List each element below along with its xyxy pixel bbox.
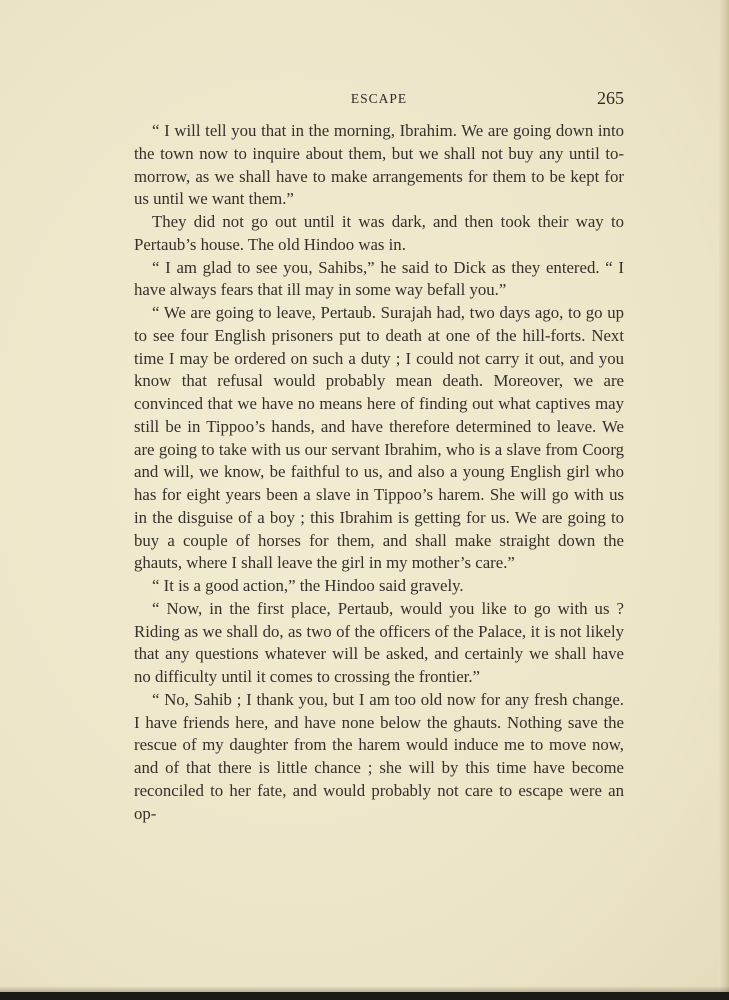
paragraph: “ We are going to leave, Pertaub. Surajah had, two days ago, to go up to see four English prisoners put to death at one of the hill-forts. Next time I may be ordered on such a duty ; I could not carry it out, and you know that refusal would probably mean death. Moreover, we are convinced that we have no means here of finding out what captives may still be in Tippoo’s hands, and have therefore determined to leave. We are going to take with us our servant Ibrahim, who is a slave from Coorg and will, we know, be faithful to us, and also a young English girl who has for eight years been a slave in Tippoo’s harem. She will go with us in the disguise of a boy ; this Ibrahim is getting for us. We are going to buy a couple of horses for them, and shall make straight down the ghauts, where I shall leave the girl in my mother’s care.” <box>134 303 624 573</box>
paragraph: “ It is a good action,” the Hindoo said gravely. <box>152 576 464 595</box>
paragraph: “ Now, in the first place, Pertaub, would you like to go with us ? Riding as we shall do, as two of the officers of the Palace, it is not likely that any questions whatever will be asked, and certainly we shall have no difficulty until it comes to crossing the frontier.” <box>134 598 624 686</box>
page-edge <box>719 0 729 1000</box>
body-text <box>134 120 624 825</box>
page-header <box>134 88 624 110</box>
paragraph: “ I am glad to see you, Sahibs,” he said to Dick as they entered. “ I have always fears that ill may in some way befall you.” <box>134 257 624 300</box>
page-number: 265 <box>597 88 624 108</box>
paragraph: “ No, Sahib ; I thank you, but I am too old now for any fresh change. I have friends here, and have none below the ghauts. Nothing save the rescue of my daughter from the harem would induce me to move now, and of that there is little chance ; she will by this time have become reconciled to her fate, and would probably not care to escape were an op- <box>134 689 624 823</box>
paragraph: “ I will tell you that in the morning, Ibrahim. We are going down into the town now to inquire about them, but we shall not buy any until to-morrow, as we shall have to make arrangements for them to be kept for us until we want them.” <box>134 121 624 209</box>
paragraph: They did not go out until it was dark, and then took their way to Pertaub’s house. The old Hindoo was in. <box>134 212 624 254</box>
page-bottom-border <box>0 992 729 1000</box>
running-title: ESCAPE <box>350 91 408 106</box>
